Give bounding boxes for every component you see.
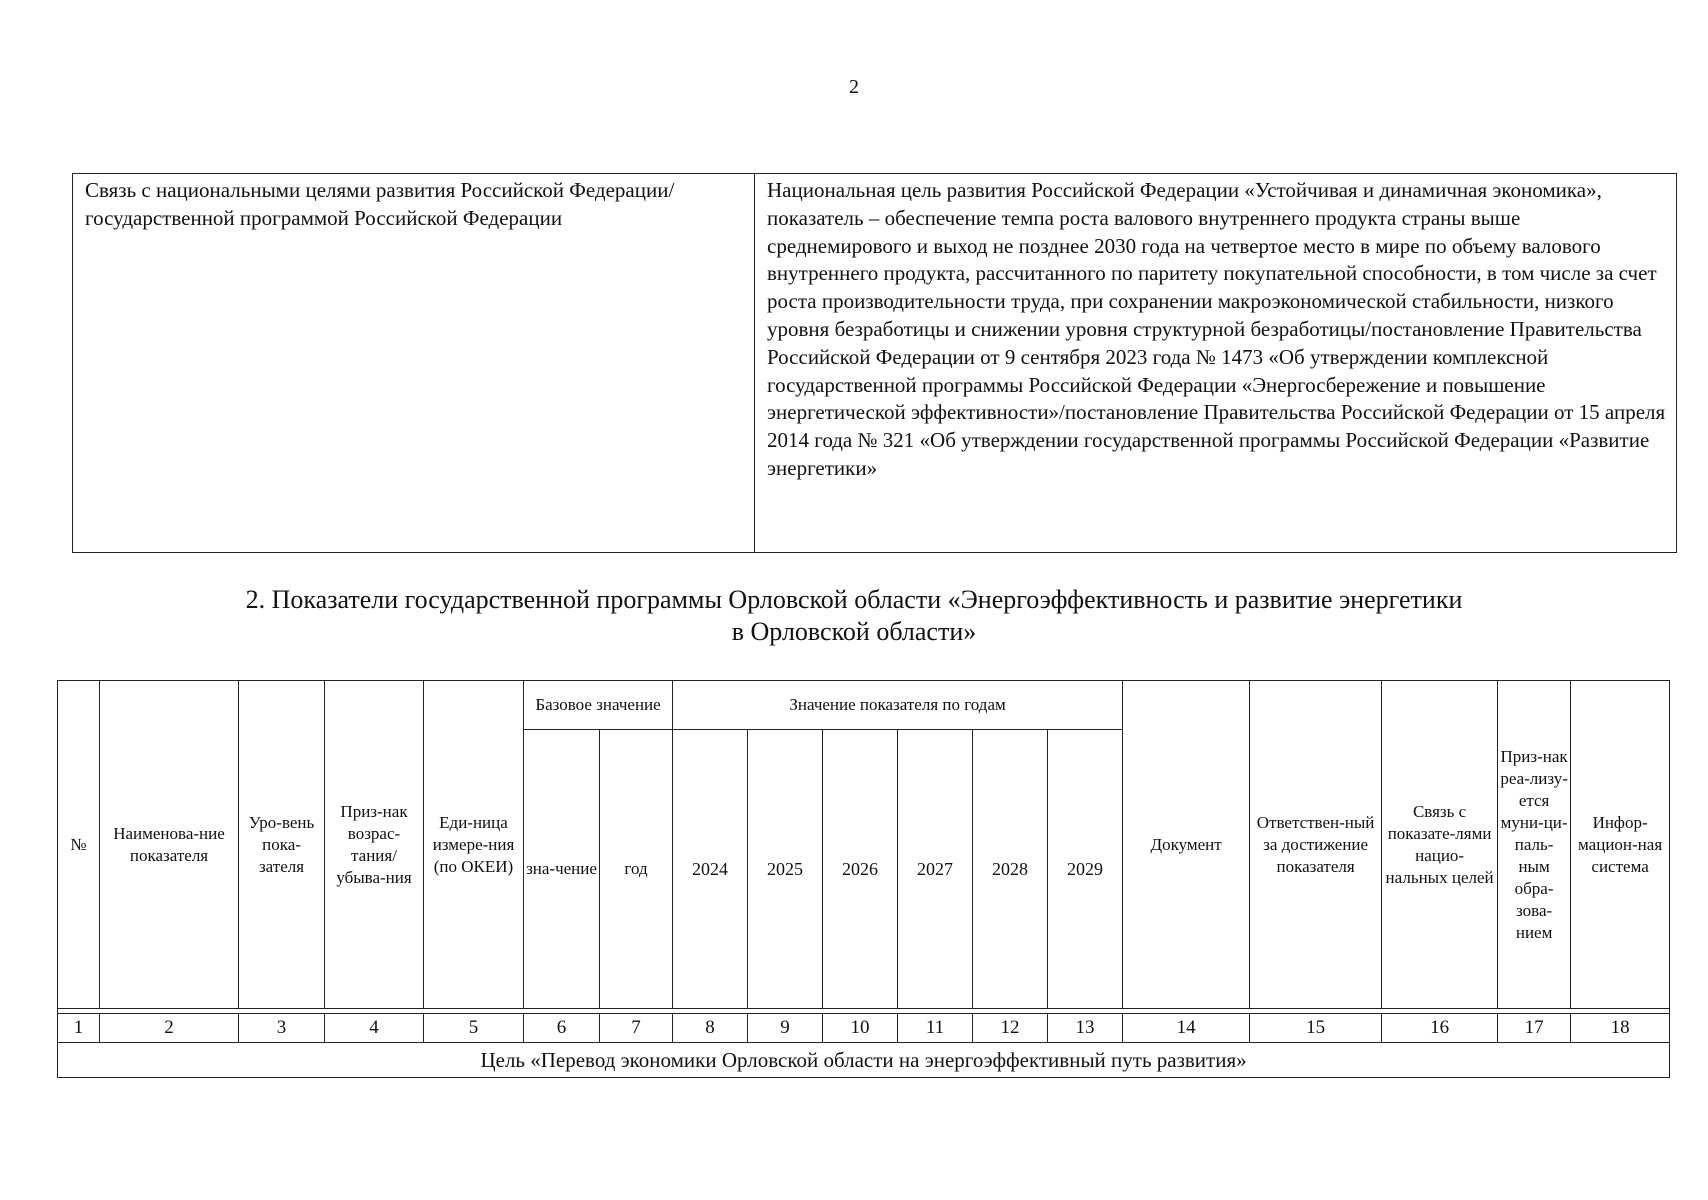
column-number: 4 xyxy=(325,1014,424,1043)
section-title-line-1: 2. Показатели государственной программы Орловской области «Энергоэффективность и развитие энергетики xyxy=(245,585,1463,614)
header-responsible: Ответствен-ный за достижение показателя xyxy=(1250,681,1382,1009)
column-number: 14 xyxy=(1123,1014,1250,1043)
header-group-row xyxy=(58,681,1670,730)
header-level: Уро-вень пока-зателя xyxy=(239,681,325,1009)
table-row xyxy=(73,174,1677,553)
header-document: Документ xyxy=(1123,681,1250,1009)
column-number: 3 xyxy=(239,1014,325,1043)
header-base-group: Базовое значение xyxy=(524,681,673,730)
column-number: 9 xyxy=(748,1014,823,1043)
national-goals-link-table xyxy=(72,173,1677,553)
column-number-row xyxy=(58,1014,1670,1043)
header-base-value: зна-чение xyxy=(524,730,600,1009)
header-base-year: год xyxy=(600,730,673,1009)
header-year-2027: 2027 xyxy=(898,730,973,1009)
header-name: Наименова-ние показателя xyxy=(100,681,239,1009)
header-municipal: Приз-нак реа-лизу-ется муни-ци-паль-ным обра-зова-нием xyxy=(1498,681,1571,1009)
header-unit: Еди-ница измере-ния (по ОКЕИ) xyxy=(424,681,524,1009)
column-number: 12 xyxy=(973,1014,1048,1043)
header-national-goals: Связь с показате-лями нацио-нальных целей xyxy=(1382,681,1498,1009)
goal-cell: Цель «Перевод экономики Орловской области на энергоэффективный путь развития» xyxy=(58,1043,1670,1078)
header-year-2025: 2025 xyxy=(748,730,823,1009)
indicators-table xyxy=(57,680,1670,1078)
column-number: 17 xyxy=(1498,1014,1571,1043)
column-number: 13 xyxy=(1048,1014,1123,1043)
column-number: 18 xyxy=(1571,1014,1670,1043)
column-number: 7 xyxy=(600,1014,673,1043)
link-label-cell: Связь с национальными целями развития Российской Федерации/ государственной программой Российской Федерации xyxy=(73,174,755,553)
header-year-2026: 2026 xyxy=(823,730,898,1009)
header-no: № xyxy=(58,681,100,1009)
column-number: 16 xyxy=(1382,1014,1498,1043)
page-number: 2 xyxy=(849,76,859,98)
column-number: 11 xyxy=(898,1014,973,1043)
header-year-2024: 2024 xyxy=(673,730,748,1009)
header-year-2029: 2029 xyxy=(1048,730,1123,1009)
column-number: 1 xyxy=(58,1014,100,1043)
header-years-group: Значение показателя по годам xyxy=(673,681,1123,730)
column-number: 10 xyxy=(823,1014,898,1043)
header-info-system: Инфор-мацион-ная система xyxy=(1571,681,1670,1009)
goal-row xyxy=(58,1043,1670,1078)
column-number: 2 xyxy=(100,1014,239,1043)
section-title-line-2: в Орловской области» xyxy=(731,617,977,646)
header-year-2028: 2028 xyxy=(973,730,1048,1009)
header-trend: Приз-нак возрас-тания/ убыва-ния xyxy=(325,681,424,1009)
column-number: 5 xyxy=(424,1014,524,1043)
column-number: 15 xyxy=(1250,1014,1382,1043)
column-number: 8 xyxy=(673,1014,748,1043)
section-title xyxy=(0,584,1708,648)
link-value-cell: Национальная цель развития Российской Федерации «Устойчивая и динамичная экономика», показатель – обеспечение темпа роста валового внутреннего продукта страны выше среднемирового и выход не позднее 2030 года на четвертое место в мире по объему валового внутреннего продукта, рассчитанного по паритету покупательной способности, в том числе за счет роста производительности труда, при сохранении макроэкономической стабильности, низкого уровня безработицы и снижении уровня структурной безработицы/постановление Правительства Российской Федерации от 9 сентября 2023 года № 1473 «Об утверждении комплексной государственной программы Российской Федерации «Энергосбережение и повышение энергетической эффективности»/постановление Правительства Российской Федерации от 15 апреля 2014 года № 321 «Об утверждении государственной программы Российской Федерации «Развитие энергетики» xyxy=(755,174,1677,553)
column-number: 6 xyxy=(524,1014,600,1043)
